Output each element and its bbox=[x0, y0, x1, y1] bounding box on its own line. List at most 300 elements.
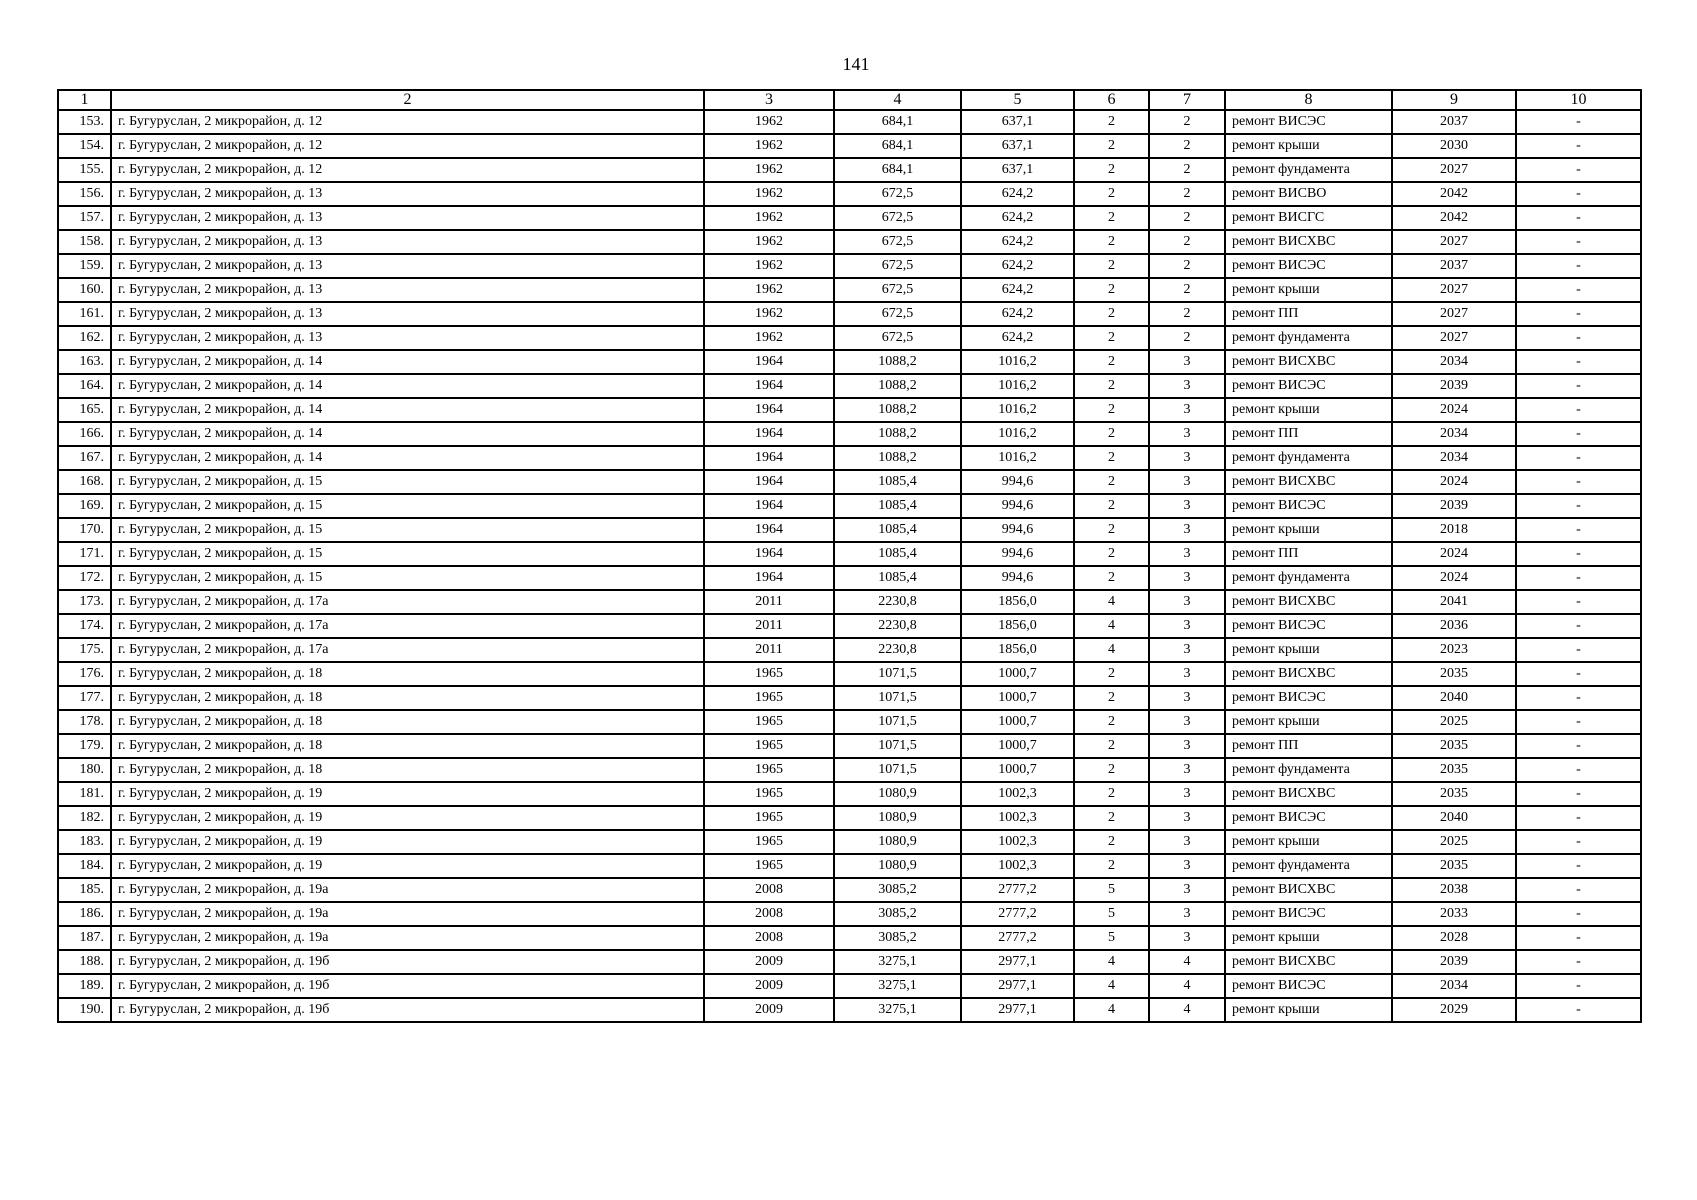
cell-planned-year: 2018 bbox=[1392, 518, 1516, 542]
cell-living-area: 624,2 bbox=[961, 302, 1074, 326]
cell-address: г. Бугуруслан, 2 микрорайон, д. 14 bbox=[111, 350, 704, 374]
cell-entrances: 3 bbox=[1149, 758, 1225, 782]
cell-living-area: 1000,7 bbox=[961, 662, 1074, 686]
table-row bbox=[58, 902, 1641, 926]
cell-total-area: 1080,9 bbox=[834, 782, 961, 806]
cell-total-area: 672,5 bbox=[834, 254, 961, 278]
cell-year-built: 1964 bbox=[704, 422, 834, 446]
cell-work-type: ремонт ВИСЭС bbox=[1225, 902, 1392, 926]
cell-entrances: 2 bbox=[1149, 206, 1225, 230]
cell-planned-year: 2040 bbox=[1392, 686, 1516, 710]
cell-entrances: 3 bbox=[1149, 566, 1225, 590]
table-row bbox=[58, 470, 1641, 494]
cell-note: - bbox=[1516, 446, 1641, 470]
cell-floors: 2 bbox=[1074, 542, 1149, 566]
cell-address: г. Бугуруслан, 2 микрорайон, д. 13 bbox=[111, 254, 704, 278]
cell-note: - bbox=[1516, 830, 1641, 854]
table-row bbox=[58, 374, 1641, 398]
cell-year-built: 1964 bbox=[704, 518, 834, 542]
cell-total-area: 672,5 bbox=[834, 326, 961, 350]
table-row bbox=[58, 782, 1641, 806]
cell-address: г. Бугуруслан, 2 микрорайон, д. 19б bbox=[111, 998, 704, 1022]
cell-floors: 2 bbox=[1074, 734, 1149, 758]
cell-floors: 2 bbox=[1074, 110, 1149, 134]
cell-entrances: 3 bbox=[1149, 638, 1225, 662]
cell-note: - bbox=[1516, 782, 1641, 806]
header-row bbox=[58, 90, 1641, 110]
cell-living-area: 637,1 bbox=[961, 110, 1074, 134]
cell-address: г. Бугуруслан, 2 микрорайон, д. 19 bbox=[111, 830, 704, 854]
cell-entrances: 3 bbox=[1149, 710, 1225, 734]
cell-row-number: 184. bbox=[58, 854, 111, 878]
cell-row-number: 189. bbox=[58, 974, 111, 998]
cell-living-area: 1856,0 bbox=[961, 638, 1074, 662]
cell-entrances: 3 bbox=[1149, 734, 1225, 758]
cell-note: - bbox=[1516, 110, 1641, 134]
cell-address: г. Бугуруслан, 2 микрорайон, д. 15 bbox=[111, 518, 704, 542]
cell-total-area: 1085,4 bbox=[834, 494, 961, 518]
cell-year-built: 1962 bbox=[704, 206, 834, 230]
cell-note: - bbox=[1516, 230, 1641, 254]
cell-total-area: 2230,8 bbox=[834, 590, 961, 614]
cell-entrances: 3 bbox=[1149, 422, 1225, 446]
table-row bbox=[58, 302, 1641, 326]
cell-total-area: 672,5 bbox=[834, 302, 961, 326]
cell-entrances: 3 bbox=[1149, 518, 1225, 542]
cell-floors: 2 bbox=[1074, 686, 1149, 710]
cell-total-area: 3275,1 bbox=[834, 998, 961, 1022]
cell-entrances: 2 bbox=[1149, 278, 1225, 302]
cell-row-number: 187. bbox=[58, 926, 111, 950]
cell-planned-year: 2027 bbox=[1392, 158, 1516, 182]
cell-work-type: ремонт ВИСХВС bbox=[1225, 782, 1392, 806]
cell-total-area: 1071,5 bbox=[834, 758, 961, 782]
cell-year-built: 1964 bbox=[704, 470, 834, 494]
cell-living-area: 1016,2 bbox=[961, 422, 1074, 446]
cell-floors: 2 bbox=[1074, 782, 1149, 806]
cell-address: г. Бугуруслан, 2 микрорайон, д. 19 bbox=[111, 806, 704, 830]
cell-year-built: 1962 bbox=[704, 134, 834, 158]
cell-planned-year: 2034 bbox=[1392, 446, 1516, 470]
cell-floors: 5 bbox=[1074, 878, 1149, 902]
cell-note: - bbox=[1516, 374, 1641, 398]
cell-row-number: 156. bbox=[58, 182, 111, 206]
cell-floors: 4 bbox=[1074, 614, 1149, 638]
cell-note: - bbox=[1516, 422, 1641, 446]
cell-address: г. Бугуруслан, 2 микрорайон, д. 13 bbox=[111, 278, 704, 302]
cell-living-area: 1002,3 bbox=[961, 830, 1074, 854]
cell-total-area: 1085,4 bbox=[834, 566, 961, 590]
cell-planned-year: 2034 bbox=[1392, 974, 1516, 998]
table-row bbox=[58, 998, 1641, 1022]
cell-year-built: 1964 bbox=[704, 398, 834, 422]
cell-total-area: 672,5 bbox=[834, 182, 961, 206]
cell-row-number: 179. bbox=[58, 734, 111, 758]
cell-floors: 2 bbox=[1074, 446, 1149, 470]
column-header-5: 5 bbox=[961, 90, 1074, 110]
cell-row-number: 183. bbox=[58, 830, 111, 854]
cell-row-number: 186. bbox=[58, 902, 111, 926]
table-body bbox=[58, 110, 1641, 1022]
cell-year-built: 1964 bbox=[704, 542, 834, 566]
cell-living-area: 994,6 bbox=[961, 494, 1074, 518]
cell-note: - bbox=[1516, 974, 1641, 998]
cell-address: г. Бугуруслан, 2 микрорайон, д. 14 bbox=[111, 422, 704, 446]
cell-total-area: 1088,2 bbox=[834, 398, 961, 422]
cell-planned-year: 2039 bbox=[1392, 494, 1516, 518]
cell-floors: 2 bbox=[1074, 662, 1149, 686]
cell-entrances: 3 bbox=[1149, 494, 1225, 518]
cell-work-type: ремонт крыши bbox=[1225, 710, 1392, 734]
cell-work-type: ремонт ВИСЭС bbox=[1225, 494, 1392, 518]
table-row bbox=[58, 614, 1641, 638]
cell-total-area: 1088,2 bbox=[834, 446, 961, 470]
cell-planned-year: 2024 bbox=[1392, 470, 1516, 494]
cell-year-built: 1965 bbox=[704, 758, 834, 782]
cell-note: - bbox=[1516, 878, 1641, 902]
cell-living-area: 1002,3 bbox=[961, 854, 1074, 878]
cell-total-area: 672,5 bbox=[834, 206, 961, 230]
cell-floors: 2 bbox=[1074, 302, 1149, 326]
cell-planned-year: 2033 bbox=[1392, 902, 1516, 926]
cell-address: г. Бугуруслан, 2 микрорайон, д. 19а bbox=[111, 902, 704, 926]
cell-total-area: 684,1 bbox=[834, 110, 961, 134]
cell-address: г. Бугуруслан, 2 микрорайон, д. 15 bbox=[111, 470, 704, 494]
cell-note: - bbox=[1516, 182, 1641, 206]
cell-planned-year: 2029 bbox=[1392, 998, 1516, 1022]
cell-row-number: 172. bbox=[58, 566, 111, 590]
cell-work-type: ремонт ПП bbox=[1225, 734, 1392, 758]
cell-address: г. Бугуруслан, 2 микрорайон, д. 19 bbox=[111, 854, 704, 878]
cell-work-type: ремонт крыши bbox=[1225, 830, 1392, 854]
cell-note: - bbox=[1516, 854, 1641, 878]
table-row bbox=[58, 638, 1641, 662]
cell-year-built: 1965 bbox=[704, 734, 834, 758]
cell-address: г. Бугуруслан, 2 микрорайон, д. 15 bbox=[111, 542, 704, 566]
cell-entrances: 3 bbox=[1149, 854, 1225, 878]
cell-planned-year: 2040 bbox=[1392, 806, 1516, 830]
cell-floors: 2 bbox=[1074, 374, 1149, 398]
cell-note: - bbox=[1516, 350, 1641, 374]
cell-entrances: 2 bbox=[1149, 182, 1225, 206]
cell-planned-year: 2038 bbox=[1392, 878, 1516, 902]
cell-note: - bbox=[1516, 950, 1641, 974]
cell-entrances: 2 bbox=[1149, 110, 1225, 134]
cell-address: г. Бугуруслан, 2 микрорайон, д. 12 bbox=[111, 110, 704, 134]
cell-work-type: ремонт фундамента bbox=[1225, 326, 1392, 350]
cell-row-number: 173. bbox=[58, 590, 111, 614]
cell-entrances: 4 bbox=[1149, 950, 1225, 974]
cell-total-area: 1071,5 bbox=[834, 662, 961, 686]
cell-living-area: 1000,7 bbox=[961, 686, 1074, 710]
cell-row-number: 175. bbox=[58, 638, 111, 662]
cell-total-area: 1088,2 bbox=[834, 422, 961, 446]
cell-note: - bbox=[1516, 806, 1641, 830]
column-header-4: 4 bbox=[834, 90, 961, 110]
cell-row-number: 178. bbox=[58, 710, 111, 734]
cell-planned-year: 2027 bbox=[1392, 302, 1516, 326]
cell-total-area: 672,5 bbox=[834, 278, 961, 302]
cell-planned-year: 2036 bbox=[1392, 614, 1516, 638]
cell-note: - bbox=[1516, 758, 1641, 782]
cell-planned-year: 2035 bbox=[1392, 662, 1516, 686]
cell-row-number: 190. bbox=[58, 998, 111, 1022]
cell-note: - bbox=[1516, 326, 1641, 350]
cell-floors: 4 bbox=[1074, 950, 1149, 974]
cell-planned-year: 2025 bbox=[1392, 830, 1516, 854]
cell-work-type: ремонт ВИСЭС bbox=[1225, 806, 1392, 830]
cell-year-built: 1965 bbox=[704, 662, 834, 686]
cell-entrances: 3 bbox=[1149, 374, 1225, 398]
cell-floors: 4 bbox=[1074, 974, 1149, 998]
cell-work-type: ремонт ВИСХВС bbox=[1225, 950, 1392, 974]
cell-work-type: ремонт ВИСЭС bbox=[1225, 974, 1392, 998]
cell-total-area: 1088,2 bbox=[834, 350, 961, 374]
cell-year-built: 1964 bbox=[704, 566, 834, 590]
cell-planned-year: 2023 bbox=[1392, 638, 1516, 662]
cell-planned-year: 2034 bbox=[1392, 422, 1516, 446]
cell-row-number: 181. bbox=[58, 782, 111, 806]
cell-entrances: 2 bbox=[1149, 326, 1225, 350]
cell-address: г. Бугуруслан, 2 микрорайон, д. 19 bbox=[111, 782, 704, 806]
cell-address: г. Бугуруслан, 2 микрорайон, д. 15 bbox=[111, 566, 704, 590]
cell-row-number: 157. bbox=[58, 206, 111, 230]
table-row bbox=[58, 254, 1641, 278]
cell-note: - bbox=[1516, 734, 1641, 758]
table-row bbox=[58, 950, 1641, 974]
cell-work-type: ремонт крыши bbox=[1225, 398, 1392, 422]
cell-address: г. Бугуруслан, 2 микрорайон, д. 18 bbox=[111, 734, 704, 758]
cell-row-number: 161. bbox=[58, 302, 111, 326]
cell-living-area: 1002,3 bbox=[961, 806, 1074, 830]
table-row bbox=[58, 830, 1641, 854]
cell-work-type: ремонт ВИСЭС bbox=[1225, 254, 1392, 278]
cell-address: г. Бугуруслан, 2 микрорайон, д. 12 bbox=[111, 134, 704, 158]
cell-living-area: 637,1 bbox=[961, 134, 1074, 158]
cell-total-area: 1080,9 bbox=[834, 854, 961, 878]
table-row bbox=[58, 686, 1641, 710]
table-row bbox=[58, 806, 1641, 830]
cell-total-area: 3275,1 bbox=[834, 974, 961, 998]
cell-year-built: 2008 bbox=[704, 902, 834, 926]
cell-work-type: ремонт ВИСХВС bbox=[1225, 662, 1392, 686]
cell-floors: 2 bbox=[1074, 134, 1149, 158]
cell-living-area: 2777,2 bbox=[961, 926, 1074, 950]
cell-address: г. Бугуруслан, 2 микрорайон, д. 14 bbox=[111, 398, 704, 422]
table-row bbox=[58, 758, 1641, 782]
cell-floors: 2 bbox=[1074, 470, 1149, 494]
column-header-8: 8 bbox=[1225, 90, 1392, 110]
cell-living-area: 994,6 bbox=[961, 542, 1074, 566]
cell-living-area: 2977,1 bbox=[961, 974, 1074, 998]
cell-row-number: 160. bbox=[58, 278, 111, 302]
cell-living-area: 1016,2 bbox=[961, 398, 1074, 422]
cell-planned-year: 2041 bbox=[1392, 590, 1516, 614]
cell-note: - bbox=[1516, 158, 1641, 182]
cell-year-built: 2009 bbox=[704, 998, 834, 1022]
cell-row-number: 180. bbox=[58, 758, 111, 782]
table-row bbox=[58, 182, 1641, 206]
cell-total-area: 2230,8 bbox=[834, 638, 961, 662]
cell-total-area: 3085,2 bbox=[834, 878, 961, 902]
cell-row-number: 166. bbox=[58, 422, 111, 446]
cell-note: - bbox=[1516, 302, 1641, 326]
cell-row-number: 174. bbox=[58, 614, 111, 638]
cell-work-type: ремонт ВИСЭС bbox=[1225, 374, 1392, 398]
cell-note: - bbox=[1516, 686, 1641, 710]
cell-planned-year: 2030 bbox=[1392, 134, 1516, 158]
cell-note: - bbox=[1516, 398, 1641, 422]
cell-note: - bbox=[1516, 566, 1641, 590]
cell-living-area: 994,6 bbox=[961, 470, 1074, 494]
cell-row-number: 154. bbox=[58, 134, 111, 158]
cell-living-area: 624,2 bbox=[961, 278, 1074, 302]
cell-floors: 2 bbox=[1074, 566, 1149, 590]
cell-living-area: 624,2 bbox=[961, 206, 1074, 230]
cell-living-area: 994,6 bbox=[961, 566, 1074, 590]
cell-total-area: 1085,4 bbox=[834, 518, 961, 542]
cell-entrances: 3 bbox=[1149, 830, 1225, 854]
cell-planned-year: 2039 bbox=[1392, 374, 1516, 398]
table-row bbox=[58, 350, 1641, 374]
cell-year-built: 1962 bbox=[704, 110, 834, 134]
cell-planned-year: 2035 bbox=[1392, 758, 1516, 782]
cell-year-built: 1962 bbox=[704, 182, 834, 206]
cell-living-area: 637,1 bbox=[961, 158, 1074, 182]
cell-living-area: 1016,2 bbox=[961, 446, 1074, 470]
cell-row-number: 159. bbox=[58, 254, 111, 278]
cell-note: - bbox=[1516, 470, 1641, 494]
cell-year-built: 2011 bbox=[704, 638, 834, 662]
cell-address: г. Бугуруслан, 2 микрорайон, д. 13 bbox=[111, 182, 704, 206]
column-header-3: 3 bbox=[704, 90, 834, 110]
cell-work-type: ремонт крыши bbox=[1225, 518, 1392, 542]
cell-note: - bbox=[1516, 518, 1641, 542]
cell-address: г. Бугуруслан, 2 микрорайон, д. 14 bbox=[111, 374, 704, 398]
cell-address: г. Бугуруслан, 2 микрорайон, д. 13 bbox=[111, 326, 704, 350]
table-row bbox=[58, 494, 1641, 518]
cell-entrances: 4 bbox=[1149, 974, 1225, 998]
cell-address: г. Бугуруслан, 2 микрорайон, д. 19б bbox=[111, 974, 704, 998]
cell-row-number: 168. bbox=[58, 470, 111, 494]
cell-year-built: 2008 bbox=[704, 878, 834, 902]
cell-floors: 2 bbox=[1074, 230, 1149, 254]
cell-planned-year: 2027 bbox=[1392, 230, 1516, 254]
cell-total-area: 1071,5 bbox=[834, 710, 961, 734]
table-row bbox=[58, 854, 1641, 878]
table-row bbox=[58, 518, 1641, 542]
cell-living-area: 994,6 bbox=[961, 518, 1074, 542]
cell-living-area: 624,2 bbox=[961, 326, 1074, 350]
cell-note: - bbox=[1516, 542, 1641, 566]
cell-work-type: ремонт ВИСВО bbox=[1225, 182, 1392, 206]
cell-note: - bbox=[1516, 638, 1641, 662]
cell-total-area: 3275,1 bbox=[834, 950, 961, 974]
cell-planned-year: 2034 bbox=[1392, 350, 1516, 374]
page-number: 141 bbox=[842, 54, 870, 74]
cell-living-area: 2977,1 bbox=[961, 950, 1074, 974]
cell-total-area: 3085,2 bbox=[834, 902, 961, 926]
cell-total-area: 3085,2 bbox=[834, 926, 961, 950]
cell-living-area: 1016,2 bbox=[961, 374, 1074, 398]
table-row bbox=[58, 398, 1641, 422]
cell-row-number: 182. bbox=[58, 806, 111, 830]
cell-note: - bbox=[1516, 206, 1641, 230]
cell-entrances: 3 bbox=[1149, 350, 1225, 374]
cell-entrances: 2 bbox=[1149, 158, 1225, 182]
cell-planned-year: 2025 bbox=[1392, 710, 1516, 734]
cell-entrances: 3 bbox=[1149, 470, 1225, 494]
cell-row-number: 167. bbox=[58, 446, 111, 470]
cell-address: г. Бугуруслан, 2 микрорайон, д. 14 bbox=[111, 446, 704, 470]
cell-year-built: 1964 bbox=[704, 494, 834, 518]
table-row bbox=[58, 230, 1641, 254]
cell-floors: 2 bbox=[1074, 710, 1149, 734]
cell-year-built: 1965 bbox=[704, 710, 834, 734]
cell-row-number: 158. bbox=[58, 230, 111, 254]
cell-floors: 2 bbox=[1074, 758, 1149, 782]
cell-floors: 2 bbox=[1074, 254, 1149, 278]
cell-row-number: 153. bbox=[58, 110, 111, 134]
cell-planned-year: 2024 bbox=[1392, 398, 1516, 422]
cell-entrances: 3 bbox=[1149, 590, 1225, 614]
cell-year-built: 1965 bbox=[704, 830, 834, 854]
cell-planned-year: 2024 bbox=[1392, 542, 1516, 566]
column-header-9: 9 bbox=[1392, 90, 1516, 110]
cell-living-area: 624,2 bbox=[961, 230, 1074, 254]
cell-total-area: 1071,5 bbox=[834, 734, 961, 758]
cell-work-type: ремонт фундамента bbox=[1225, 446, 1392, 470]
cell-work-type: ремонт ВИСХВС bbox=[1225, 230, 1392, 254]
cell-work-type: ремонт ПП bbox=[1225, 542, 1392, 566]
table-row bbox=[58, 278, 1641, 302]
cell-work-type: ремонт крыши bbox=[1225, 278, 1392, 302]
cell-address: г. Бугуруслан, 2 микрорайон, д. 19б bbox=[111, 950, 704, 974]
cell-year-built: 2011 bbox=[704, 614, 834, 638]
cell-entrances: 3 bbox=[1149, 446, 1225, 470]
cell-note: - bbox=[1516, 278, 1641, 302]
column-header-10: 10 bbox=[1516, 90, 1641, 110]
cell-year-built: 1964 bbox=[704, 374, 834, 398]
cell-planned-year: 2035 bbox=[1392, 782, 1516, 806]
cell-row-number: 170. bbox=[58, 518, 111, 542]
cell-note: - bbox=[1516, 662, 1641, 686]
cell-living-area: 2977,1 bbox=[961, 998, 1074, 1022]
cell-floors: 2 bbox=[1074, 278, 1149, 302]
cell-entrances: 3 bbox=[1149, 542, 1225, 566]
table-row bbox=[58, 974, 1641, 998]
cell-floors: 2 bbox=[1074, 158, 1149, 182]
cell-note: - bbox=[1516, 254, 1641, 278]
table-row bbox=[58, 446, 1641, 470]
column-header-2: 2 bbox=[111, 90, 704, 110]
cell-work-type: ремонт ВИСЭС bbox=[1225, 614, 1392, 638]
cell-address: г. Бугуруслан, 2 микрорайон, д. 18 bbox=[111, 662, 704, 686]
cell-planned-year: 2042 bbox=[1392, 182, 1516, 206]
cell-address: г. Бугуруслан, 2 микрорайон, д. 18 bbox=[111, 710, 704, 734]
cell-row-number: 188. bbox=[58, 950, 111, 974]
table-row bbox=[58, 878, 1641, 902]
cell-floors: 4 bbox=[1074, 590, 1149, 614]
cell-total-area: 1080,9 bbox=[834, 806, 961, 830]
cell-address: г. Бугуруслан, 2 микрорайон, д. 13 bbox=[111, 206, 704, 230]
cell-year-built: 1965 bbox=[704, 806, 834, 830]
cell-floors: 2 bbox=[1074, 398, 1149, 422]
cell-entrances: 2 bbox=[1149, 230, 1225, 254]
cell-year-built: 1962 bbox=[704, 302, 834, 326]
cell-year-built: 2011 bbox=[704, 590, 834, 614]
cell-living-area: 1856,0 bbox=[961, 614, 1074, 638]
